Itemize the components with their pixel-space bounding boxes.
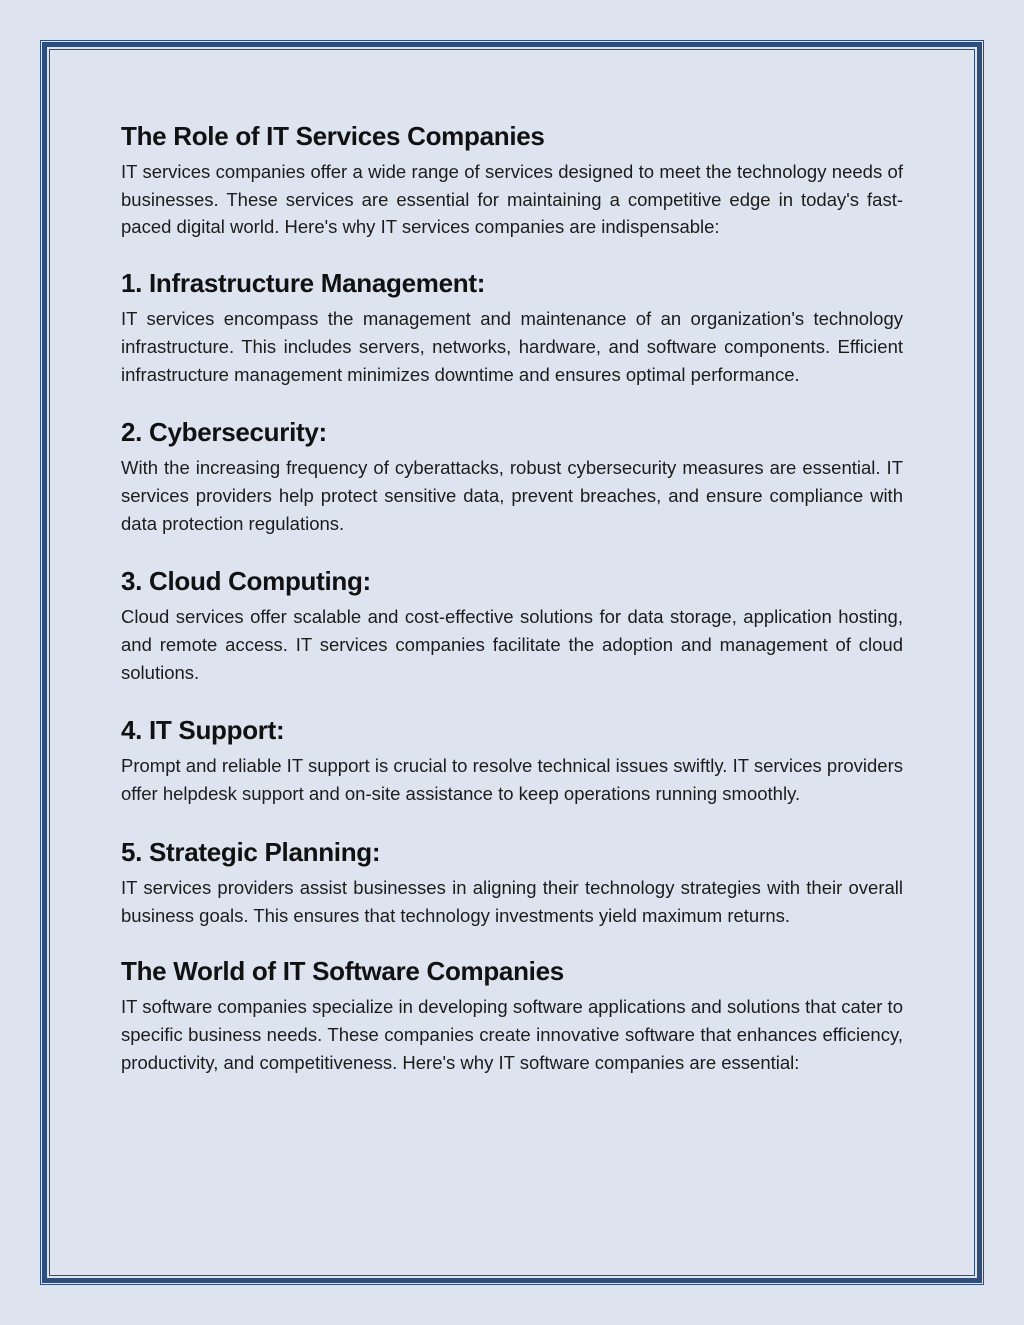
software-body: IT software companies specialize in developing software applications and solutions that cater to specific business needs. These companies create innovative software that enhances efficiency, productivity, and competitiveness. Here's why IT software companies are essential: xyxy=(121,996,903,1073)
section-body: Cloud services offer scalable and cost-effective solutions for data storage, application hosting, and remote access. IT services companies facilitate the adoption and management of cloud solutions. xyxy=(121,606,903,683)
section-body: IT services providers assist businesses in aligning their technology strategies with their overall business goals. This ensures that technology investments yield maximum returns. xyxy=(121,876,903,926)
section-title: 2. Cybersecurity: xyxy=(121,417,327,448)
section-title: 3. Cloud Computing: xyxy=(121,566,371,597)
section-infrastructure xyxy=(121,265,903,388)
intro-section xyxy=(121,118,903,241)
section-cybersecurity xyxy=(121,414,903,537)
section-cloud-computing xyxy=(121,563,903,686)
intro-body: IT services companies offer a wide range of services designed to meet the technology needs of businesses. These services are essential for maintaining a competitive edge in today's fast-paced digital world. Here's why IT services companies are indispensable: xyxy=(121,161,903,238)
section-it-support xyxy=(121,712,903,807)
section-body: IT services encompass the management and maintenance of an organization's technology infrastructure. This includes servers, networks, hardware, and software components. Efficient infrastructure management minimizes downtime and ensures optimal performance. xyxy=(121,308,903,385)
document-content xyxy=(121,118,903,1076)
software-title: The World of IT Software Companies xyxy=(121,956,564,987)
section-title: 1. Infrastructure Management: xyxy=(121,268,486,299)
software-section xyxy=(121,953,903,1076)
section-body: With the increasing frequency of cyberattacks, robust cybersecurity measures are essential. IT services providers help protect sensitive data, prevent breaches, and ensure compliance with data protection regulations. xyxy=(121,457,903,534)
section-body: Prompt and reliable IT support is crucial to resolve technical issues swiftly. IT services providers offer helpdesk support and on-site assistance to keep operations running smoothly. xyxy=(121,755,903,805)
section-title: 4. IT Support: xyxy=(121,715,285,746)
section-strategic-planning xyxy=(121,834,903,929)
intro-title: The Role of IT Services Companies xyxy=(121,121,545,151)
section-title: 5. Strategic Planning: xyxy=(121,836,381,867)
